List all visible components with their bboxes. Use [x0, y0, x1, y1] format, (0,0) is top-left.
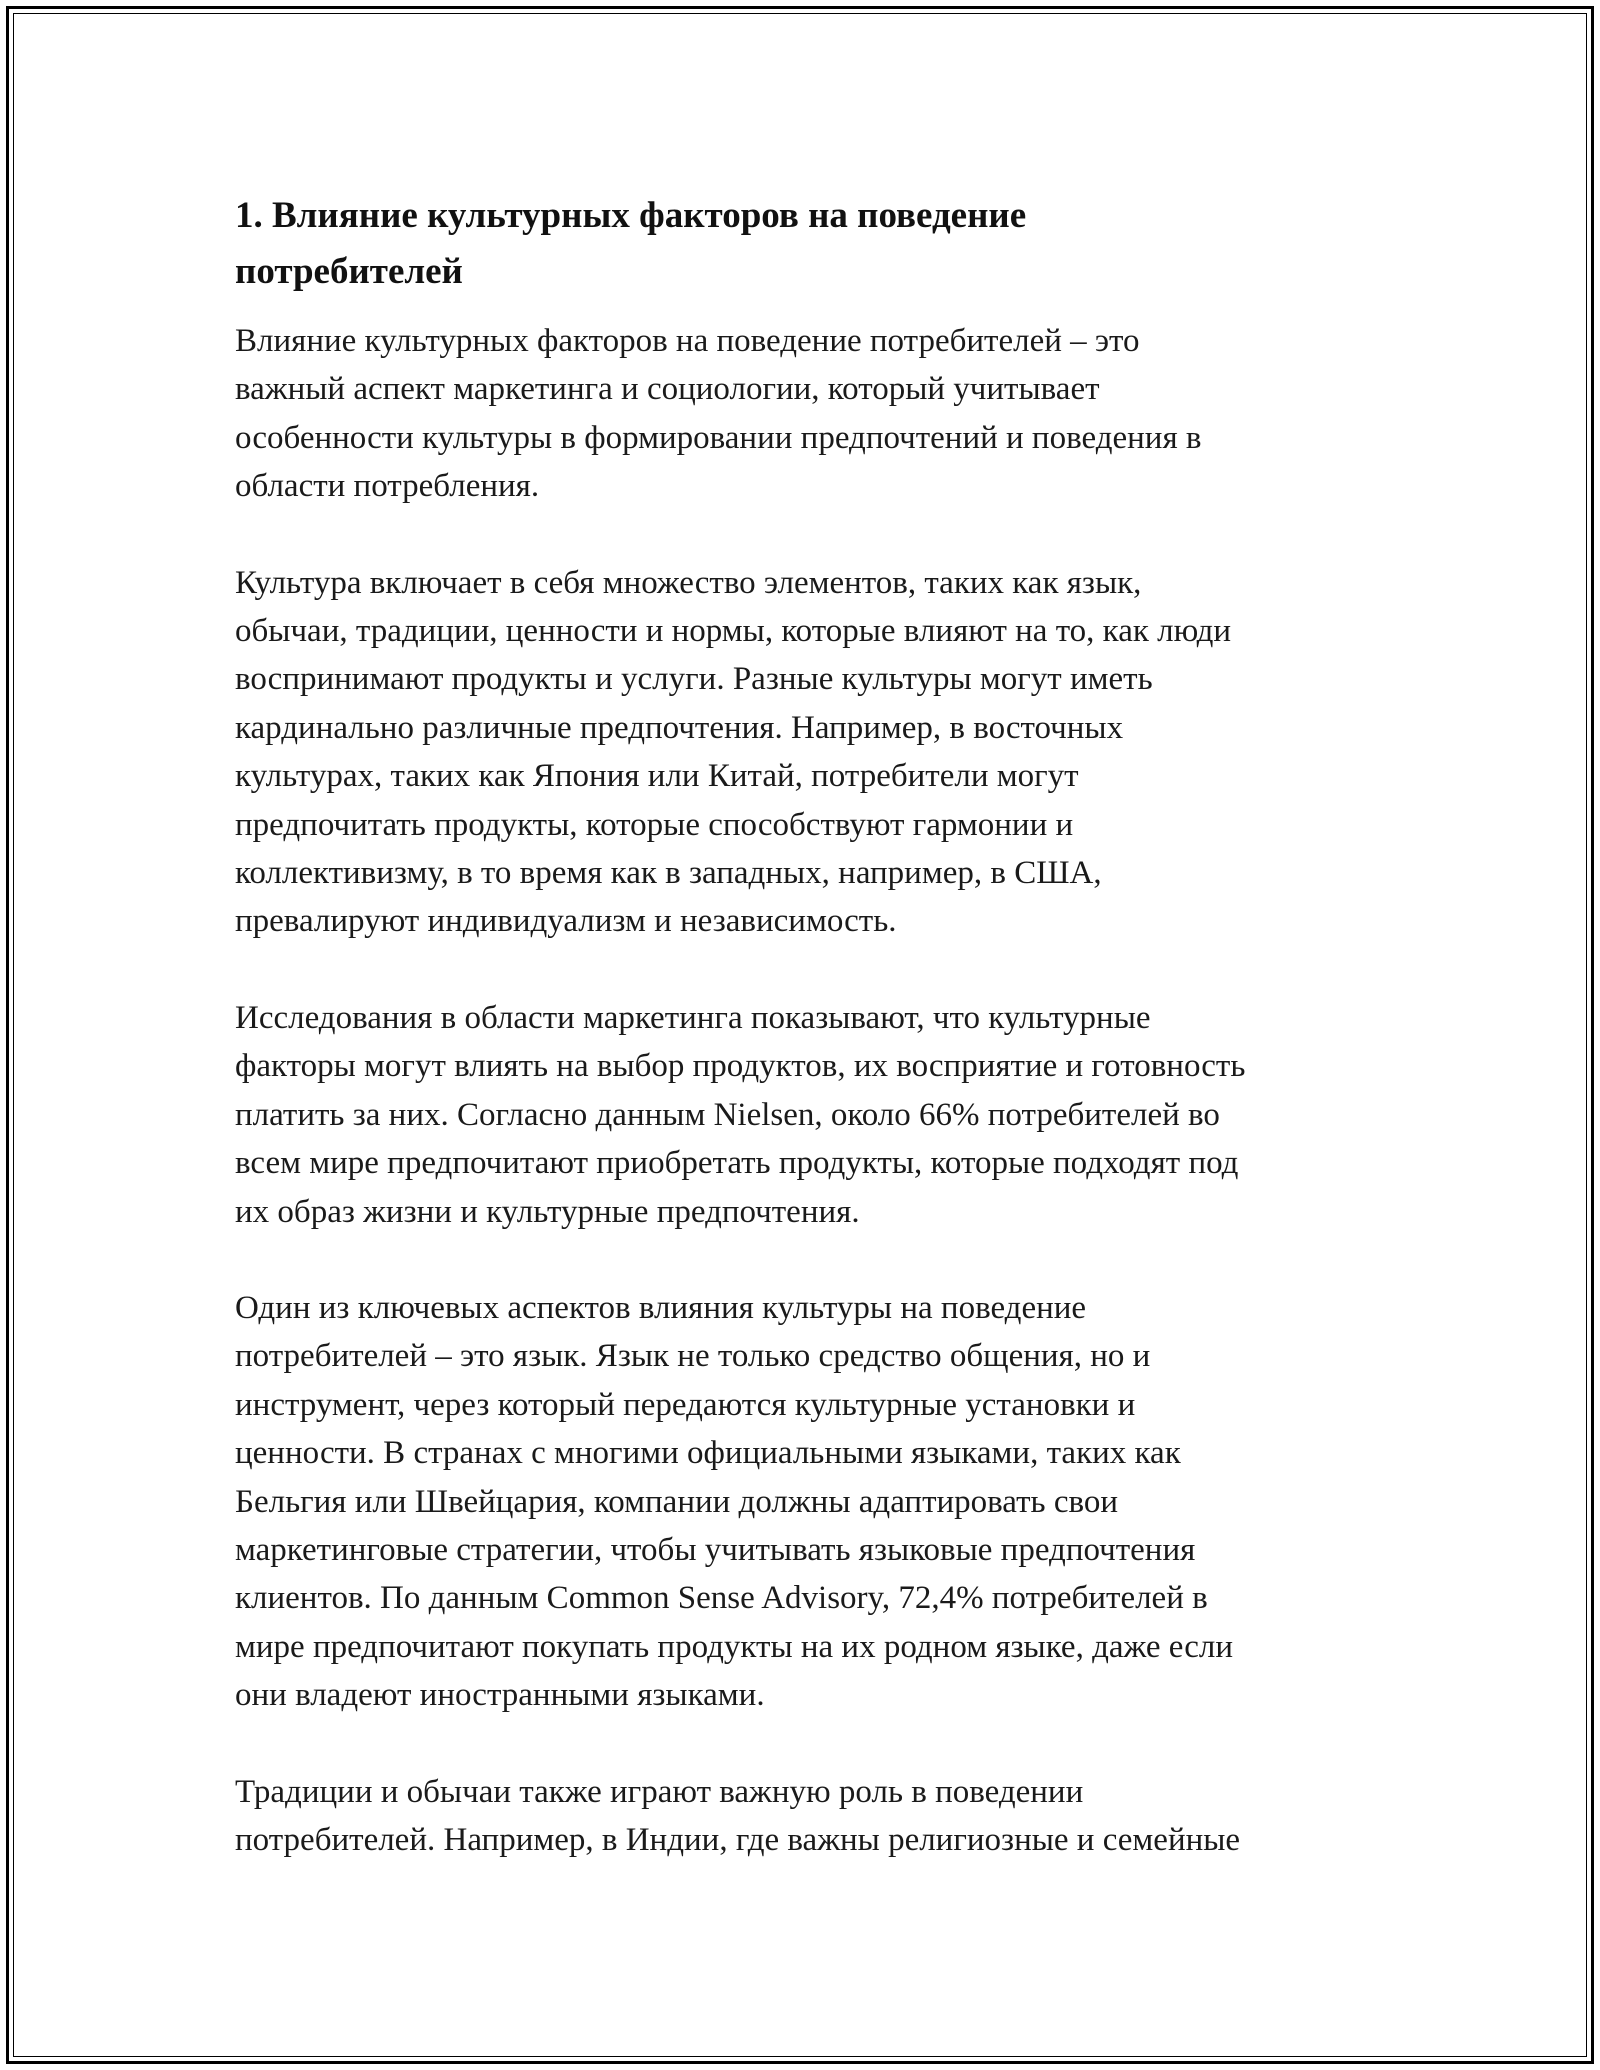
paragraph-line: мире предпочитают покупать продукты на их родном языке, даже если [235, 1628, 1234, 1665]
paragraph-line: воспринимают продукты и услуги. Разные культуры могут иметь [235, 661, 1153, 698]
paragraph-line: важный аспект маркетинга и социологии, который учитывает [235, 371, 1100, 408]
paragraph-line: маркетинговые стратегии, чтобы учитывать языковые предпочтения [235, 1531, 1196, 1568]
paragraph-line: они владеют иностранными языками. [235, 1677, 765, 1714]
paragraph-line: Исследования в области маркетинга показывают, что культурные [235, 999, 1151, 1036]
paragraph-line: Один из ключевых аспектов влияния культуры на поведение [235, 1289, 1087, 1326]
paragraph-line: Бельгия или Швейцария, компании должны адаптировать свои [235, 1483, 1118, 1520]
paragraph-line: инструмент, через который передаются культурные установки и [235, 1386, 1136, 1423]
paragraph-line: превалируют индивидуализм и независимость. [235, 903, 897, 940]
heading-line: 1. Влияние культурных факторов на поведение [235, 195, 1027, 236]
paragraph-line: клиентов. По данным Common Sense Advisory, 72,4% потребителей в [235, 1580, 1208, 1617]
paragraph-line: кардинально различные предпочтения. Например, в восточных [235, 709, 1124, 746]
paragraph-line: предпочитать продукты, которые способствуют гармонии и [235, 806, 1074, 843]
paragraph-research [235, 994, 1375, 1236]
paragraph-line: обычаи, традиции, ценности и нормы, которые влияют на то, как люди [235, 613, 1232, 650]
paragraph-line: их образ жизни и культурные предпочтения. [235, 1193, 860, 1230]
paragraph-intro [235, 317, 1375, 511]
section-heading [235, 188, 1375, 300]
paragraph-line: особенности культуры в формировании предпочтений и поведения в [235, 419, 1202, 456]
heading-line: потребителей [235, 251, 463, 292]
paragraph-line: потребителей. Например, в Индии, где важны религиозные и семейные [235, 1821, 1241, 1858]
paragraph-line: всем мире предпочитают приобретать продукты, которые подходят под [235, 1145, 1239, 1182]
paragraph-traditions [235, 1768, 1375, 1865]
paragraph-line: коллективизму, в то время как в западных, например, в США, [235, 855, 1102, 892]
paragraph-line: платить за них. Согласно данным Nielsen, около 66% потребителей во [235, 1096, 1220, 1133]
document-body [235, 188, 1375, 1912]
paragraph-line: факторы могут влиять на выбор продуктов, их восприятие и готовность [235, 1048, 1246, 1085]
paragraph-line: культурах, таких как Япония или Китай, потребители могут [235, 758, 1079, 795]
paragraph-line: Традиции и обычаи также играют важную роль в поведении [235, 1773, 1084, 1810]
paragraph-line: потребителей – это язык. Язык не только средство общения, но и [235, 1338, 1151, 1375]
paragraph-line: ценности. В странах с многими официальными языками, таких как [235, 1435, 1181, 1472]
paragraph-line: Влияние культурных факторов на поведение потребителей – это [235, 323, 1140, 359]
paragraph-line: области потребления. [235, 468, 540, 505]
paragraph-culture-elements [235, 559, 1375, 946]
paragraph-language [235, 1284, 1375, 1720]
paragraph-line: Культура включает в себя множество элементов, таких как язык, [235, 564, 1142, 601]
